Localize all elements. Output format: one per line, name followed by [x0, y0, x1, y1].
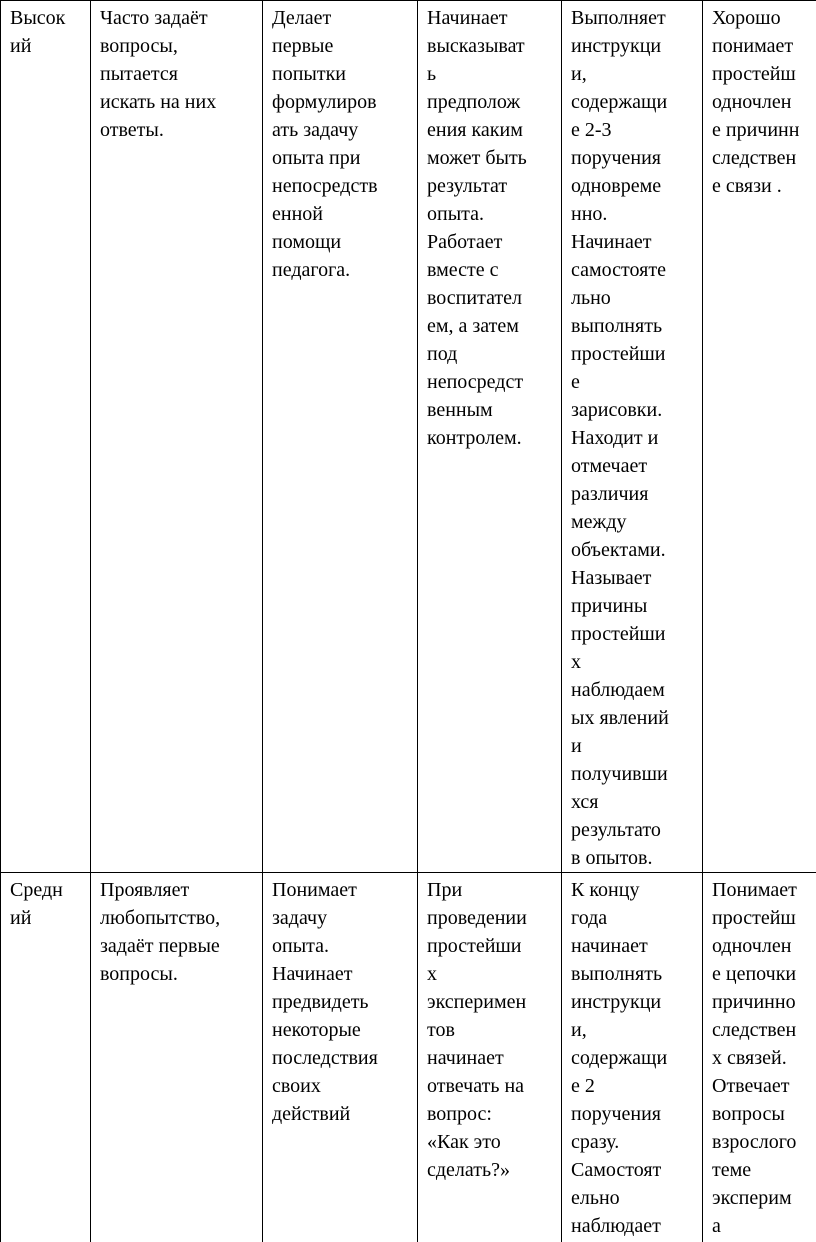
level-cell: [1, 1, 91, 873]
cell-text: Понимает задачу опыта. Начинает предвидеть некоторые последствия своих действий: [272, 879, 378, 1125]
table-row: [1, 1, 816, 873]
cell-text: Понимает простейш одночлен е цепочки причинно следствен х связей. Отвечает вопросы взрослого теме эксперим а: [712, 879, 797, 1237]
level-cell: [1, 873, 91, 1242]
cell-text: При проведении простейши х эксперимен тов начинает отвечать на вопрос: «Как это сделать?»: [427, 879, 527, 1181]
table-cell: [263, 1, 418, 873]
cell-text: К концу года начинает выполнять инструкци и, содержащи е 2 поручения сразу. Самостоят ельно наблюдает: [571, 879, 668, 1237]
table-row: [1, 873, 816, 1242]
cell-text: Делает первые попытки формулиров ать задачу опыта при непосредств енной помощи педагога.: [272, 7, 378, 281]
cell-text: Хорошо понимает простейш одночлен е причинн следствен е связи .: [712, 7, 800, 197]
table-cell: [562, 1, 703, 873]
table-cell: [91, 1, 263, 873]
level-text: Средн ий: [10, 879, 63, 929]
table-cell: [418, 873, 562, 1242]
cell-text: Начинает высказыват ь предполож ения каким может быть результат опыта. Работает вместе с воспитател ем, а затем под непосредст венным контролем.: [427, 7, 527, 449]
table-cell: [562, 873, 703, 1242]
table-cell: [418, 1, 562, 873]
level-text: Высок ий: [10, 7, 66, 57]
cell-text: Проявляет любопытство, задаёт первые вопросы.: [100, 879, 221, 985]
cell-text: Часто задаёт вопросы, пытается искать на них ответы.: [100, 7, 217, 141]
table-cell: [91, 873, 263, 1242]
table-cell: [703, 873, 816, 1242]
table-cell: [703, 1, 816, 873]
table-cell: [263, 873, 418, 1242]
cell-text: Выполняет инструкци и, содержащи е 2-3 поручения одновреме нно. Начинает самостояте льно выполнять простейши е зарисовки. Находит и отмечает различия между объектами. Называет причины простейши х наблюдаем ых явлений и получивши хся результато в опытов.: [571, 7, 669, 869]
